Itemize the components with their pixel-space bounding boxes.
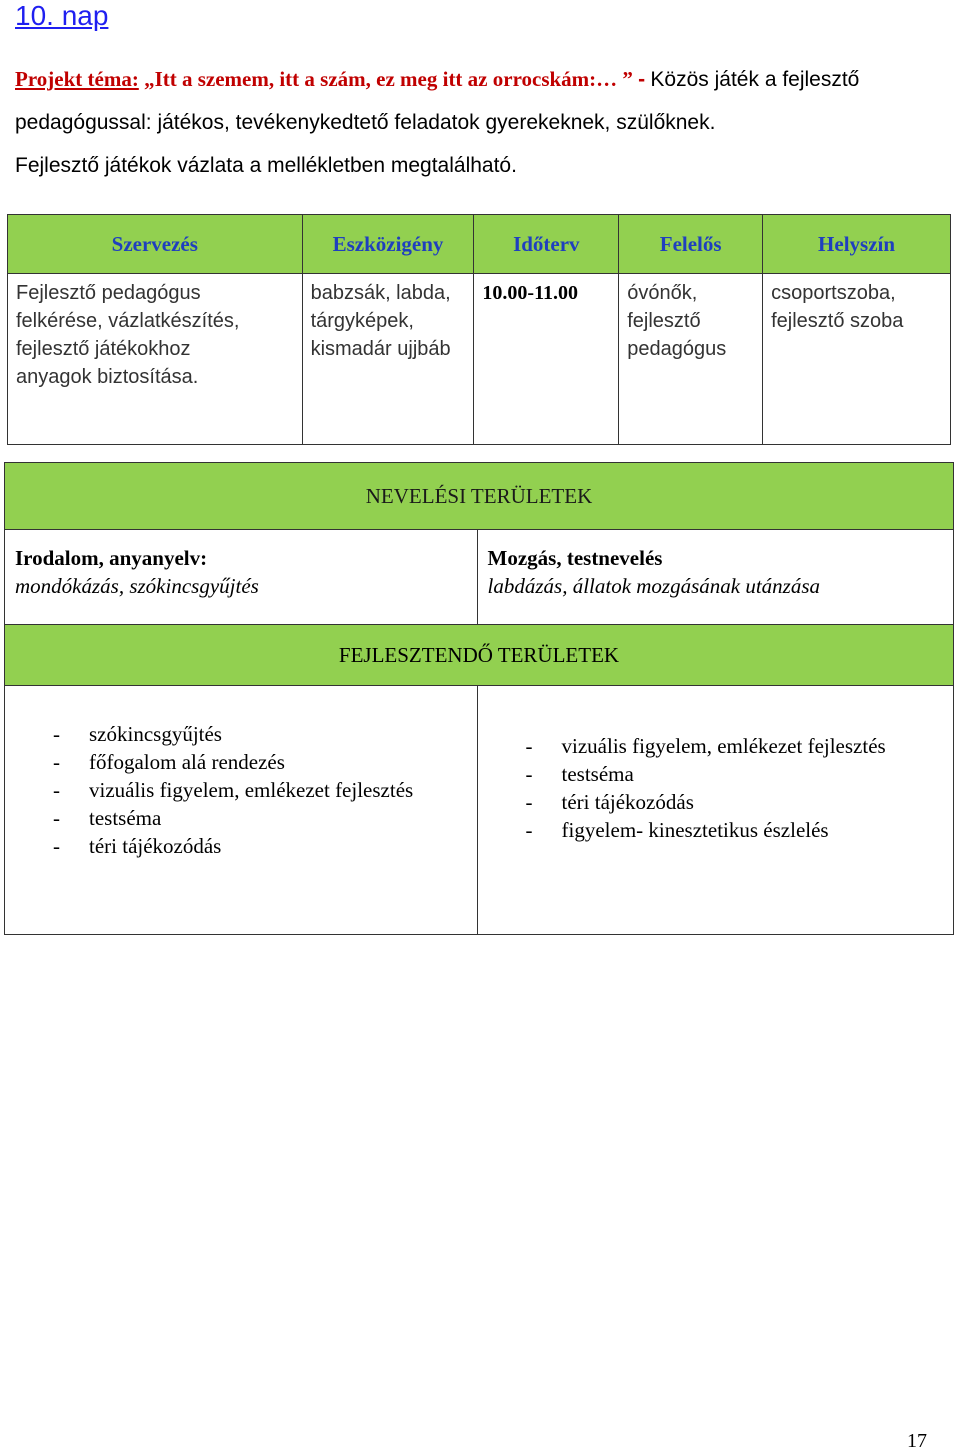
area-movement: [477, 530, 953, 625]
list-item: - vizuális figyelem, emlékezet fejlesztés: [53, 776, 467, 804]
list-item: - főfogalom alá rendezés: [53, 748, 467, 776]
area-literature: [5, 530, 478, 625]
project-label: Projekt téma:: [15, 67, 139, 91]
left-development-list-cell: [5, 686, 478, 935]
header-organization: Szervezés: [8, 215, 303, 274]
plan-table-row: [8, 274, 951, 445]
cell-line: pedagógus: [627, 338, 727, 360]
cell-line: óvónők,: [627, 282, 698, 304]
header-location: Helyszín: [763, 215, 951, 274]
list-item: - téri tájékozódás: [53, 832, 467, 860]
list-item: - testséma: [526, 760, 943, 788]
list-item: - téri tájékozódás: [526, 788, 943, 816]
cell-line: felkérése, vázlatkészítés,: [16, 310, 240, 332]
area-literature-title: Irodalom, anyanyelv:: [15, 546, 208, 570]
header-equipment: Eszközigény: [302, 215, 474, 274]
cell-line: kismadár ujjbáb: [310, 338, 451, 360]
page-heading: 10. nap: [15, 0, 109, 31]
areas-table: [4, 462, 954, 935]
project-intro: [15, 58, 945, 187]
project-description: Közös játék a fejlesztő pedagógussal: játékos, tevékenykedtető feladatok gyerekeknek, szülőknek.: [15, 68, 860, 134]
cell-location: [763, 274, 951, 445]
cell-line: 10.00-11.00: [482, 282, 578, 304]
right-development-list-cell: [477, 686, 953, 935]
cell-line: Fejlesztő pedagógus: [16, 282, 201, 304]
header-schedule: Időterv: [474, 215, 619, 274]
cell-line: tárgyképek,: [310, 310, 414, 332]
list-item: - testséma: [53, 804, 467, 832]
list-item: - figyelem- kinesztetikus észlelés: [526, 816, 943, 844]
area-movement-title: Mozgás, testnevelés: [487, 546, 663, 570]
cell-equipment: [302, 274, 474, 445]
list-item: - szókincsgyűjtés: [53, 720, 467, 748]
theme-dash: -: [638, 68, 646, 91]
area-movement-sub: labdázás, állatok mozgásának utánzása: [487, 574, 821, 598]
plan-table-header: [8, 215, 951, 274]
cell-line: babzsák, labda,: [310, 282, 451, 304]
cell-line: fejlesztő: [627, 310, 701, 332]
left-development-list: [53, 720, 467, 860]
area-literature-sub: mondókázás, szókincsgyűjtés: [15, 574, 259, 598]
header-responsible: Felelős: [619, 215, 763, 274]
development-areas-title: FEJLESZTENDŐ TERÜLETEK: [5, 625, 954, 686]
cell-responsible: [619, 274, 763, 445]
right-development-list: [526, 732, 943, 844]
cell-schedule: [474, 274, 619, 445]
page-number: 17: [907, 1430, 927, 1452]
cell-organization: [8, 274, 303, 445]
list-item: - vizuális figyelem, emlékezet fejlesztés: [526, 732, 943, 760]
cell-line: csoportszoba,: [771, 282, 896, 304]
project-theme: „Itt a szemem, itt a szám, ez meg itt az orrocskám:… ”: [144, 67, 633, 91]
education-areas-title: NEVELÉSI TERÜLETEK: [5, 463, 954, 530]
plan-table: [7, 214, 951, 445]
cell-line: fejlesztő játékokhoz: [16, 338, 191, 360]
cell-line: fejlesztő szoba: [771, 310, 904, 332]
project-note: Fejlesztő játékok vázlata a mellékletben megtalálható.: [15, 154, 517, 177]
cell-line: anyagok biztosítása.: [16, 366, 199, 388]
